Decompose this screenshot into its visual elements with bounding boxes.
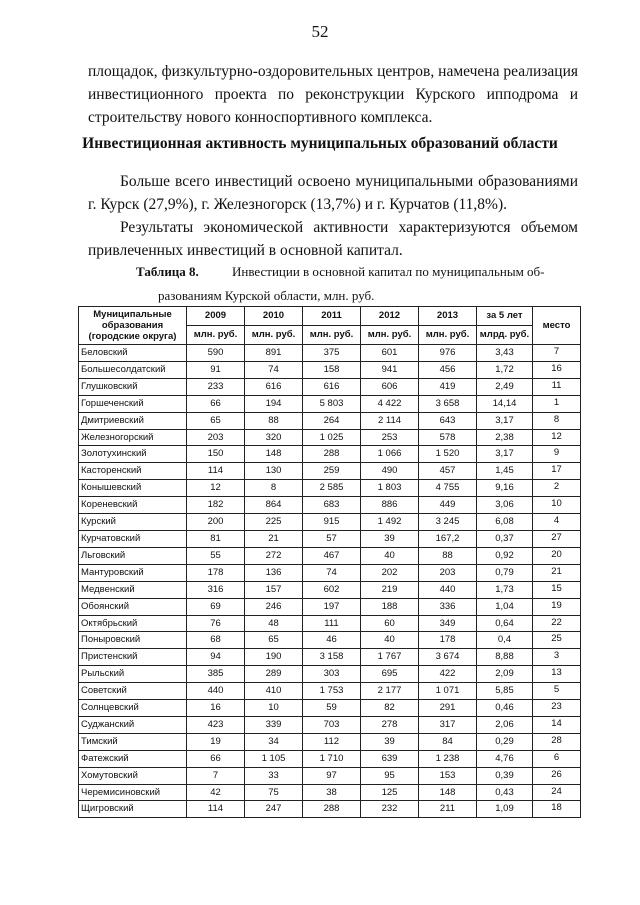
table-body [79,345,581,818]
row-municipality-name: Железногорский [79,429,187,446]
unit-2011: млн. руб. [303,326,361,345]
row-value-2011: 59 [303,700,361,717]
row-value-2009: 150 [187,446,245,463]
row-value-2011: 5 803 [303,395,361,412]
row-value-2013: 457 [419,463,477,480]
row-value-2013: 3 674 [419,649,477,666]
row-municipality-name: Горшеченский [79,395,187,412]
row-value-2010: 864 [245,497,303,514]
row-value-2013: 3 245 [419,514,477,531]
row-value-2013: 440 [419,581,477,598]
row-value-2011: 1 710 [303,750,361,767]
row-value-2012: 601 [361,345,419,362]
row-value-2012: 1 492 [361,514,419,531]
header-five-years: за 5 лет [477,307,533,326]
row-value-2012: 40 [361,547,419,564]
row-value-2013: 167,2 [419,530,477,547]
row-place: 10 [533,497,581,514]
row-total-five-years: 0,4 [477,632,533,649]
row-total-five-years: 9,16 [477,480,533,497]
row-total-five-years: 2,38 [477,429,533,446]
row-place: 14 [533,716,581,733]
row-value-2010: 247 [245,801,303,818]
row-municipality-name: Тимский [79,733,187,750]
row-total-five-years: 1,45 [477,463,533,480]
row-value-2013: 291 [419,700,477,717]
row-value-2013: 976 [419,345,477,362]
header-year-2012: 2012 [361,307,419,326]
table-row [79,733,581,750]
row-total-five-years: 0,37 [477,530,533,547]
row-municipality-name: Суджанский [79,716,187,733]
row-value-2010: 74 [245,361,303,378]
row-value-2009: 423 [187,716,245,733]
row-value-2010: 194 [245,395,303,412]
row-value-2009: 590 [187,345,245,362]
row-value-2012: 2 177 [361,683,419,700]
row-place: 22 [533,615,581,632]
row-municipality-name: Кореневский [79,497,187,514]
row-value-2010: 225 [245,514,303,531]
row-value-2011: 46 [303,632,361,649]
row-municipality-name: Медвенский [79,581,187,598]
row-place: 4 [533,514,581,531]
row-total-five-years: 2,49 [477,378,533,395]
row-municipality-name: Конышевский [79,480,187,497]
header-municipality: Муниципальные образования (городские округа) [79,307,187,345]
row-value-2010: 21 [245,530,303,547]
table-title-line1: Инвестиции в основной капитал по муниципальным об- [232,264,545,279]
row-value-2012: 4 422 [361,395,419,412]
row-value-2011: 288 [303,801,361,818]
row-value-2010: 148 [245,446,303,463]
row-place: 21 [533,564,581,581]
row-total-five-years: 8,88 [477,649,533,666]
row-value-2012: 2 114 [361,412,419,429]
row-value-2010: 157 [245,581,303,598]
row-municipality-name: Дмитриевский [79,412,187,429]
table-title-line2: разованиям Курской области, млн. руб. [158,288,375,303]
row-value-2012: 253 [361,429,419,446]
header-year-2010: 2010 [245,307,303,326]
row-value-2011: 288 [303,446,361,463]
row-value-2011: 111 [303,615,361,632]
row-value-2012: 39 [361,733,419,750]
row-total-five-years: 0,39 [477,767,533,784]
row-municipality-name: Щигровский [79,801,187,818]
row-value-2012: 125 [361,784,419,801]
row-value-2012: 40 [361,632,419,649]
table-row [79,767,581,784]
row-value-2013: 422 [419,666,477,683]
row-value-2009: 65 [187,412,245,429]
header-year-2011: 2011 [303,307,361,326]
row-municipality-name: Глушковский [79,378,187,395]
row-value-2011: 74 [303,564,361,581]
table-row [79,564,581,581]
table-row [79,463,581,480]
row-place: 7 [533,345,581,362]
row-value-2010: 88 [245,412,303,429]
table-row [79,378,581,395]
row-value-2011: 264 [303,412,361,429]
row-value-2010: 33 [245,767,303,784]
row-value-2009: 19 [187,733,245,750]
row-value-2009: 440 [187,683,245,700]
row-value-2012: 1 066 [361,446,419,463]
row-municipality-name: Пристенский [79,649,187,666]
row-total-five-years: 0,29 [477,733,533,750]
row-value-2010: 75 [245,784,303,801]
row-value-2009: 68 [187,632,245,649]
row-municipality-name: Хомутовский [79,767,187,784]
table-row [79,598,581,615]
row-value-2013: 1 520 [419,446,477,463]
paragraph-economic-activity: Результаты экономической активности характеризуются объемом привлеченных инвестиций в основной капитал. [88,219,578,259]
row-value-2013: 4 755 [419,480,477,497]
header-place: место [533,307,581,345]
row-value-2011: 303 [303,666,361,683]
table-row [79,446,581,463]
row-place: 24 [533,784,581,801]
row-total-five-years: 0,64 [477,615,533,632]
row-value-2011: 616 [303,378,361,395]
row-value-2009: 66 [187,395,245,412]
row-value-2009: 12 [187,480,245,497]
row-value-2012: 490 [361,463,419,480]
row-value-2010: 190 [245,649,303,666]
row-value-2012: 219 [361,581,419,598]
intro-paragraph: площадок, физкультурно-оздоровительных центров, намечена реализация инвестиционного проекта по реконструкции Курского ипподрома и строительству нового конноспортивного комплекса. [88,63,578,126]
row-value-2009: 316 [187,581,245,598]
row-value-2011: 158 [303,361,361,378]
row-place: 28 [533,733,581,750]
row-value-2012: 695 [361,666,419,683]
row-total-five-years: 3,06 [477,497,533,514]
row-municipality-name: Фатежский [79,750,187,767]
row-municipality-name: Касторенский [79,463,187,480]
row-municipality-name: Большесолдатский [79,361,187,378]
row-value-2009: 16 [187,700,245,717]
row-value-2010: 616 [245,378,303,395]
row-value-2009: 233 [187,378,245,395]
row-value-2013: 153 [419,767,477,784]
paragraph-investment-leaders: Больше всего инвестиций освоено муниципальными образованиями г. Курск (27,9%), г. Железногорск (13,7%) и г. Курчатов (11,8%). [88,173,578,213]
table-row [79,784,581,801]
table-row [79,345,581,362]
row-value-2013: 449 [419,497,477,514]
row-value-2011: 57 [303,530,361,547]
row-value-2010: 65 [245,632,303,649]
row-municipality-name: Курчатовский [79,530,187,547]
row-value-2013: 1 238 [419,750,477,767]
row-value-2013: 317 [419,716,477,733]
row-value-2013: 349 [419,615,477,632]
header-year-2013: 2013 [419,307,477,326]
row-value-2011: 3 158 [303,649,361,666]
row-value-2011: 375 [303,345,361,362]
row-value-2009: 66 [187,750,245,767]
row-value-2010: 289 [245,666,303,683]
row-value-2013: 643 [419,412,477,429]
row-value-2013: 1 071 [419,683,477,700]
row-municipality-name: Золотухинский [79,446,187,463]
row-place: 20 [533,547,581,564]
row-value-2013: 211 [419,801,477,818]
row-place: 18 [533,801,581,818]
row-value-2012: 278 [361,716,419,733]
row-value-2010: 246 [245,598,303,615]
unit-five-years: млрд. руб. [477,326,533,345]
row-value-2012: 202 [361,564,419,581]
row-value-2012: 39 [361,530,419,547]
row-municipality-name: Мантуровский [79,564,187,581]
row-value-2013: 84 [419,733,477,750]
row-value-2010: 130 [245,463,303,480]
row-value-2012: 60 [361,615,419,632]
row-value-2009: 200 [187,514,245,531]
row-value-2011: 683 [303,497,361,514]
row-total-five-years: 1,73 [477,581,533,598]
row-value-2013: 336 [419,598,477,615]
table-row [79,683,581,700]
row-value-2010: 48 [245,615,303,632]
row-value-2011: 915 [303,514,361,531]
row-value-2009: 7 [187,767,245,784]
row-place: 13 [533,666,581,683]
row-value-2009: 81 [187,530,245,547]
row-value-2011: 602 [303,581,361,598]
table-row [79,581,581,598]
row-value-2012: 95 [361,767,419,784]
row-municipality-name: Беловский [79,345,187,362]
row-value-2013: 178 [419,632,477,649]
row-value-2009: 203 [187,429,245,446]
header-row-years [79,307,581,326]
table-row [79,649,581,666]
row-value-2013: 578 [419,429,477,446]
row-value-2010: 339 [245,716,303,733]
row-value-2013: 88 [419,547,477,564]
row-value-2011: 112 [303,733,361,750]
header-year-2009: 2009 [187,307,245,326]
row-total-five-years: 0,79 [477,564,533,581]
row-total-five-years: 6,08 [477,514,533,531]
table-row [79,547,581,564]
row-place: 8 [533,412,581,429]
row-value-2013: 3 658 [419,395,477,412]
table-row [79,801,581,818]
row-value-2009: 94 [187,649,245,666]
row-value-2009: 114 [187,463,245,480]
row-total-five-years: 3,17 [477,446,533,463]
row-value-2010: 1 105 [245,750,303,767]
row-value-2012: 941 [361,361,419,378]
row-place: 16 [533,361,581,378]
row-total-five-years: 1,72 [477,361,533,378]
row-value-2010: 272 [245,547,303,564]
row-municipality-name: Поныровский [79,632,187,649]
unit-2009: млн. руб. [187,326,245,345]
table-row [79,429,581,446]
row-place: 3 [533,649,581,666]
row-value-2009: 114 [187,801,245,818]
row-municipality-name: Рыльский [79,666,187,683]
row-place: 1 [533,395,581,412]
row-place: 9 [533,446,581,463]
row-value-2012: 232 [361,801,419,818]
row-place: 19 [533,598,581,615]
row-value-2012: 82 [361,700,419,717]
table-row [79,395,581,412]
row-value-2011: 38 [303,784,361,801]
row-value-2011: 2 585 [303,480,361,497]
row-total-five-years: 2,06 [477,716,533,733]
table-row [79,666,581,683]
table-label: Таблица 8. [136,264,199,279]
row-value-2011: 197 [303,598,361,615]
row-value-2011: 259 [303,463,361,480]
row-value-2010: 8 [245,480,303,497]
row-value-2009: 182 [187,497,245,514]
row-value-2013: 419 [419,378,477,395]
row-municipality-name: Льговский [79,547,187,564]
row-place: 23 [533,700,581,717]
row-total-five-years: 14,14 [477,395,533,412]
row-value-2012: 1 767 [361,649,419,666]
row-municipality-name: Октябрьский [79,615,187,632]
page-number: 52 [311,22,329,41]
row-place: 11 [533,378,581,395]
table-row [79,530,581,547]
row-place: 26 [533,767,581,784]
unit-2010: млн. руб. [245,326,303,345]
row-municipality-name: Советский [79,683,187,700]
row-total-five-years: 3,17 [477,412,533,429]
row-municipality-name: Курский [79,514,187,531]
row-total-five-years: 1,04 [477,598,533,615]
row-value-2011: 467 [303,547,361,564]
table-row [79,716,581,733]
table-row [79,700,581,717]
row-municipality-name: Обоянский [79,598,187,615]
row-value-2011: 1 025 [303,429,361,446]
row-place: 17 [533,463,581,480]
row-value-2009: 91 [187,361,245,378]
table-row [79,480,581,497]
row-value-2013: 203 [419,564,477,581]
table-row [79,412,581,429]
row-value-2012: 639 [361,750,419,767]
row-value-2009: 42 [187,784,245,801]
unit-2012: млн. руб. [361,326,419,345]
row-value-2013: 148 [419,784,477,801]
row-place: 27 [533,530,581,547]
row-place: 25 [533,632,581,649]
row-total-five-years: 4,76 [477,750,533,767]
row-value-2011: 97 [303,767,361,784]
row-value-2012: 886 [361,497,419,514]
row-value-2010: 891 [245,345,303,362]
row-place: 12 [533,429,581,446]
row-value-2010: 410 [245,683,303,700]
row-place: 6 [533,750,581,767]
row-total-five-years: 3,43 [477,345,533,362]
investment-table [78,306,581,818]
row-value-2010: 34 [245,733,303,750]
row-place: 2 [533,480,581,497]
row-value-2012: 606 [361,378,419,395]
row-value-2009: 178 [187,564,245,581]
row-value-2013: 456 [419,361,477,378]
row-value-2009: 385 [187,666,245,683]
table-row [79,497,581,514]
row-total-five-years: 2,09 [477,666,533,683]
row-total-five-years: 0,46 [477,700,533,717]
row-value-2011: 1 753 [303,683,361,700]
table-row [79,514,581,531]
row-municipality-name: Солнцевский [79,700,187,717]
table-row [79,361,581,378]
row-place: 5 [533,683,581,700]
row-total-five-years: 1,09 [477,801,533,818]
row-value-2009: 55 [187,547,245,564]
row-total-five-years: 0,92 [477,547,533,564]
row-value-2012: 1 803 [361,480,419,497]
table-caption [136,260,556,308]
table-row [79,615,581,632]
row-value-2010: 10 [245,700,303,717]
row-municipality-name: Черемисиновский [79,784,187,801]
row-value-2010: 136 [245,564,303,581]
table-row [79,750,581,767]
row-value-2009: 69 [187,598,245,615]
unit-2013: млн. руб. [419,326,477,345]
row-value-2011: 703 [303,716,361,733]
row-total-five-years: 0,43 [477,784,533,801]
section-heading: Инвестиционная активность муниципальных образований области [82,135,558,152]
row-value-2012: 188 [361,598,419,615]
row-value-2009: 76 [187,615,245,632]
row-place: 15 [533,581,581,598]
row-total-five-years: 5,85 [477,683,533,700]
table-row [79,632,581,649]
row-value-2010: 320 [245,429,303,446]
